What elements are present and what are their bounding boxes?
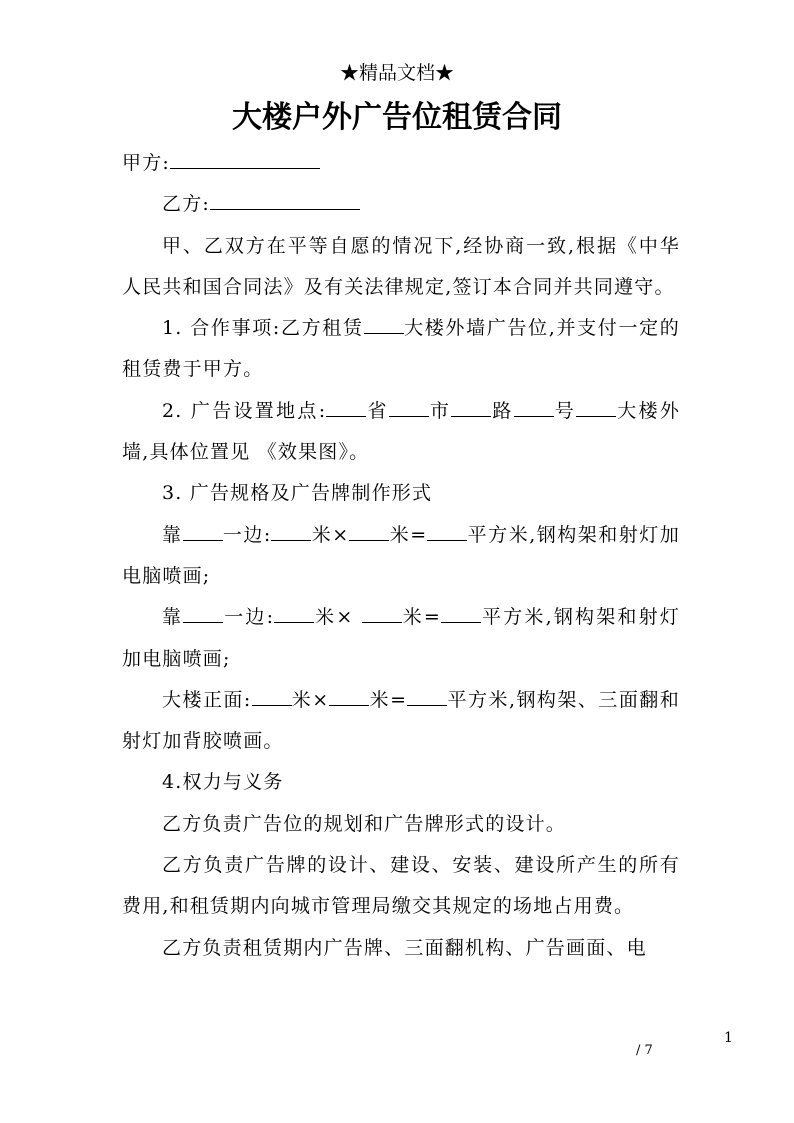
clause-2-number: 号 <box>553 399 577 422</box>
blank <box>329 685 369 706</box>
blank <box>252 685 292 706</box>
clause-2-city: 市 <box>428 399 452 422</box>
clause-2-text-a: 2. 广告设置地点: <box>162 399 327 422</box>
blank <box>183 602 223 623</box>
blank <box>271 520 311 541</box>
spec-side-1-e: 平方米,钢构架和射灯加电脑喷画; <box>122 523 681 587</box>
blank <box>441 602 481 623</box>
contract-body <box>122 143 680 969</box>
blank <box>274 602 314 623</box>
spec-front-b: 米× <box>291 688 330 711</box>
spec-side-2-b: 一边: <box>223 606 275 629</box>
blank <box>349 520 389 541</box>
clause-2 <box>122 391 680 474</box>
spec-front-a: 大楼正面: <box>162 688 252 711</box>
clause-1-text-b: 大楼外墙广告位,并支付一定的租赁费于甲方。 <box>122 317 680 381</box>
party-a-blank <box>170 148 320 169</box>
spec-side-1-d: 米= <box>389 523 428 546</box>
party-a-label: 甲方: <box>122 152 171 174</box>
party-a-line <box>122 143 680 184</box>
spec-side-2 <box>122 597 680 680</box>
blank <box>389 396 429 417</box>
clause-3: 3. 广告规格及广告牌制作形式 <box>162 482 433 505</box>
spec-side-2-a: 靠 <box>162 606 184 629</box>
blank <box>364 313 404 334</box>
clause-4-item-2: 乙方负责广告牌的设计、建设、安装、建设所产生的所有费用,和租赁期内向城市管理局缴交其规定的场地占用费。 <box>122 854 680 918</box>
clause-4-item-1: 乙方负责广告位的规划和广告牌形式的设计。 <box>162 812 567 835</box>
clause-2-text-f: 大楼外墙,具体位置见 《效果图》。 <box>122 399 681 464</box>
page-number: 1 <box>724 1030 733 1046</box>
clause-2-road: 路 <box>491 399 514 422</box>
blank <box>407 685 447 706</box>
intro-paragraph: 甲、乙双方在平等自愿的情况下,经协商一致,根据《中华人民共和国合同法》及有关法律规定,签订本合同并共同遵守。 <box>122 234 680 298</box>
blank <box>576 396 616 417</box>
clause-1 <box>122 308 680 391</box>
spec-side-2-e: 平方米,钢构架和射灯加电脑喷画; <box>122 606 681 670</box>
blank <box>451 396 491 417</box>
spec-side-1 <box>122 515 680 598</box>
blank <box>427 520 467 541</box>
spec-side-1-c: 米× <box>311 523 350 546</box>
blank <box>183 520 223 541</box>
spec-side-1-a: 靠 <box>162 523 183 546</box>
spec-front-c: 米= <box>369 688 408 711</box>
blank <box>326 396 366 417</box>
document-header: ★精品文档★ <box>339 62 454 84</box>
contract-title: 大楼户外广告位租赁合同 <box>232 100 562 135</box>
clause-2-province: 省 <box>366 399 389 422</box>
clause-4: 4.权力与义务 <box>162 771 284 794</box>
party-b-line <box>122 184 680 225</box>
page-total: / 7 <box>636 1043 653 1058</box>
spec-side-2-c: 米× <box>314 606 362 629</box>
party-b-blank <box>210 189 360 210</box>
party-b-label: 乙方: <box>162 193 211 216</box>
spec-side-1-b: 一边: <box>222 523 272 546</box>
blank <box>514 396 554 417</box>
blank <box>362 602 402 623</box>
clause-1-text-a: 1. 合作事项:乙方租赁 <box>162 317 364 340</box>
spec-front-d: 平方米,钢构架、三面翻和射灯加背胶喷画。 <box>122 688 680 753</box>
clause-4-item-3: 乙方负责租赁期内广告牌、三面翻机构、广告画面、电 <box>162 936 647 959</box>
spec-front <box>122 680 680 763</box>
spec-side-2-d: 米= <box>401 606 442 629</box>
